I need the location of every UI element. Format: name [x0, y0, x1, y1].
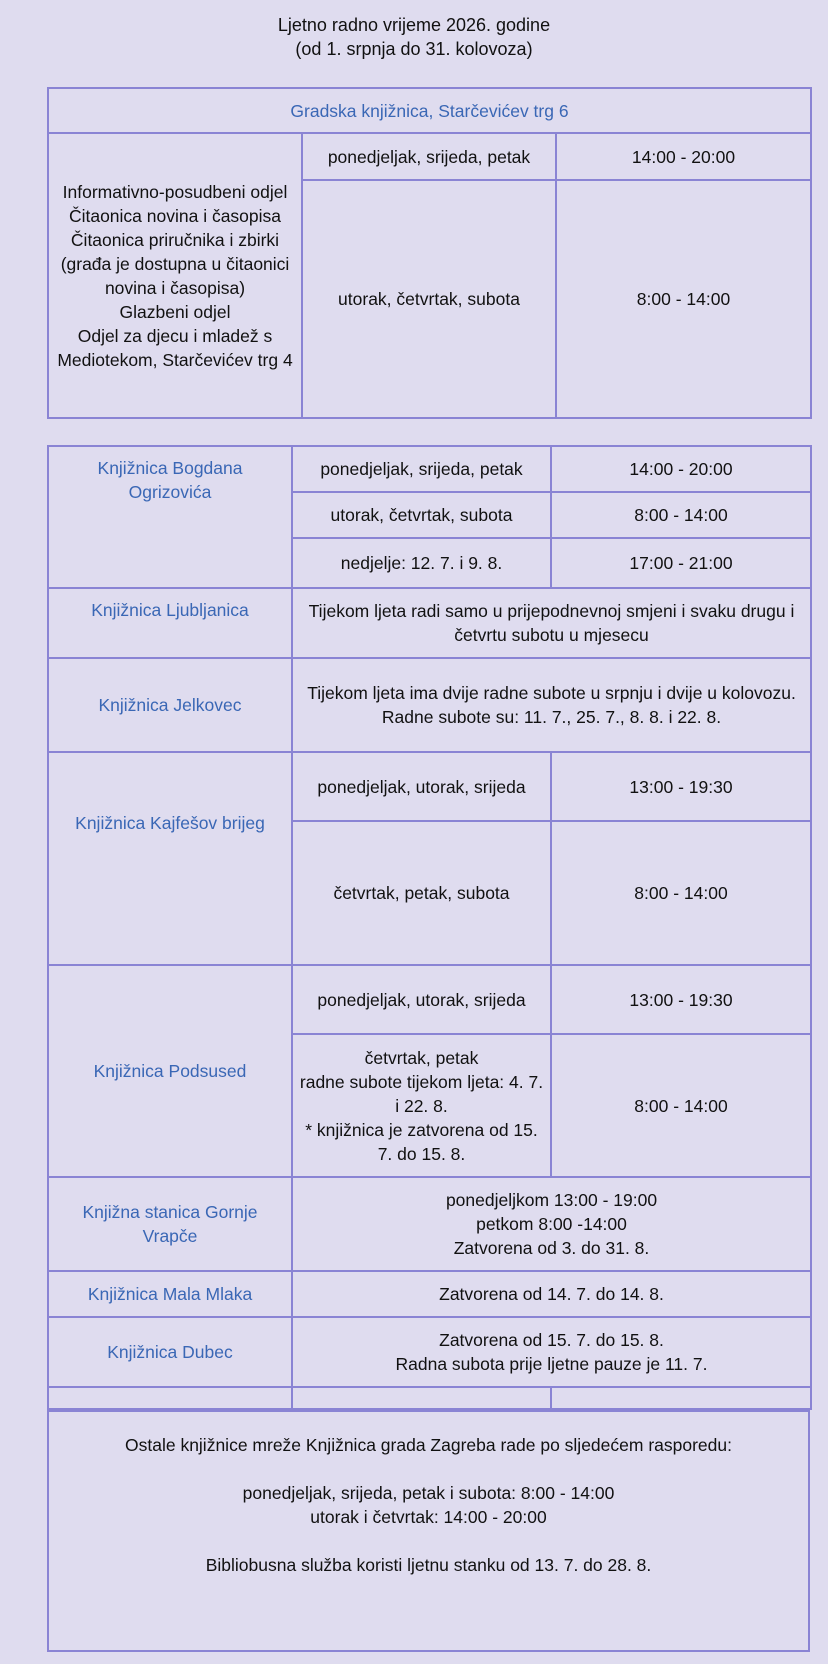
empty-cell	[551, 1387, 811, 1409]
dept-informativno: Informativno-posudbeni odjel	[62, 181, 288, 202]
podsused-days-2	[292, 1034, 551, 1177]
ogrizovic-days-1: ponedjeljak, srijeda, petak	[292, 446, 551, 492]
central-departments	[48, 133, 302, 418]
library-dubec: Knjižnica Dubec	[48, 1317, 292, 1387]
central-days-2: utorak, četvrtak, subota	[302, 180, 556, 418]
vrapce-line-1: ponedjeljkom 13:00 - 19:00	[445, 1190, 658, 1210]
kajfesov-days-2: četvrtak, petak, subota	[292, 821, 551, 965]
dept-djeca: Odjel za djecu i mladež s Mediotekom, Starčevićev trg 4	[57, 325, 293, 370]
branch-libraries-table	[47, 445, 812, 1410]
podsused-days-1: ponedjeljak, utorak, srijeda	[292, 965, 551, 1034]
jelkovec-note-1: Tijekom ljeta ima dvije radne subote u srpnju i dvije u kolovozu.	[307, 683, 796, 703]
ogrizovic-time-1: 14:00 - 20:00	[551, 446, 811, 492]
footer-line-4: Bibliobusna služba koristi ljetnu stanku od 13. 7. do 28. 8.	[205, 1555, 652, 1575]
dept-citaonica-prirucnika: Čitaonica priručnika i zbirki (građa je dostupna u čitaonici novina i časopisa)	[60, 229, 290, 298]
podsused-days-2c: * knjižnica je zatvorena od 15. 7. do 15. 8.	[305, 1119, 538, 1164]
ogrizovic-days-3: nedjelje: 12. 7. i 9. 8.	[292, 538, 551, 588]
dept-glazbeni: Glazbeni odjel	[119, 301, 231, 322]
mlaka-note: Zatvorena od 14. 7. do 14. 8.	[292, 1271, 811, 1317]
empty-cell	[292, 1387, 551, 1409]
footer-table	[47, 1410, 810, 1652]
page-title	[0, 13, 828, 61]
dept-note: (građa je dostupna u čitaonici novina i časopisa)	[60, 253, 290, 298]
dubec-note	[292, 1317, 811, 1387]
library-vrapce: Knjižna stanica Gornje Vrapče	[48, 1177, 292, 1271]
podsused-days-2a: četvrtak, petak	[364, 1047, 479, 1068]
dubec-note-2: Radna subota prije ljetne pauze je 11. 7.	[395, 1354, 708, 1374]
podsused-time-2: 8:00 - 14:00	[551, 1034, 811, 1177]
library-ljubljanica: Knjižnica Ljubljanica	[48, 588, 292, 658]
ljubljanica-note: Tijekom ljeta radi samo u prijepodnevnoj smjeni i svaku drugu i četvrtu subotu u mjesecu	[292, 588, 811, 658]
central-time-1: 14:00 - 20:00	[556, 133, 811, 180]
title-line-2: (od 1. srpnja do 31. kolovoza)	[295, 39, 533, 59]
ogrizovic-time-3: 17:00 - 21:00	[551, 538, 811, 588]
title-line-1: Ljetno radno vrijeme 2026. godine	[277, 15, 551, 35]
footer-cell	[48, 1411, 809, 1651]
footer-line-1: Ostale knjižnice mreže Knjižnica grada Zagreba rade po sljedećem rasporedu:	[125, 1435, 732, 1455]
vrapce-line-2: petkom 8:00 -14:00	[476, 1214, 627, 1234]
library-kajfesov: Knjižnica Kajfešov brijeg	[48, 752, 292, 965]
ogrizovic-time-2: 8:00 - 14:00	[551, 492, 811, 538]
footer-line-2: ponedjeljak, srijeda, petak i subota: 8:00 - 14:00	[242, 1483, 615, 1503]
kajfesov-time-2: 8:00 - 14:00	[551, 821, 811, 965]
central-days-1: ponedjeljak, srijeda, petak	[302, 133, 556, 180]
central-library-name: Gradska knjižnica, Starčevićev trg 6	[48, 88, 811, 133]
ogrizovic-days-2: utorak, četvrtak, subota	[292, 492, 551, 538]
central-time-2: 8:00 - 14:00	[556, 180, 811, 418]
empty-cell	[48, 1387, 292, 1409]
kajfesov-time-1: 13:00 - 19:30	[551, 752, 811, 821]
dubec-note-1: Zatvorena od 15. 7. do 15. 8.	[439, 1330, 664, 1350]
central-library-table	[47, 87, 812, 419]
vrapce-line-3: Zatvorena od 3. do 31. 8.	[453, 1238, 650, 1258]
jelkovec-note-2: Radne subote su: 11. 7., 25. 7., 8. 8. i 22. 8.	[381, 707, 722, 727]
library-jelkovec: Knjižnica Jelkovec	[48, 658, 292, 752]
dept-citaonica-novina: Čitaonica novina i časopisa	[68, 205, 282, 226]
kajfesov-days-1: ponedjeljak, utorak, srijeda	[292, 752, 551, 821]
library-podsused: Knjižnica Podsused	[48, 965, 292, 1177]
podsused-days-2b: radne subote tijekom ljeta: 4. 7. i 22. 8.	[299, 1071, 544, 1116]
footer-line-3: utorak i četvrtak: 14:00 - 20:00	[310, 1507, 547, 1527]
podsused-time-1: 13:00 - 19:30	[551, 965, 811, 1034]
jelkovec-note	[292, 658, 811, 752]
library-mala-mlaka: Knjižnica Mala Mlaka	[48, 1271, 292, 1317]
vrapce-hours	[292, 1177, 811, 1271]
library-ogrizovic: Knjižnica Bogdana Ogrizovića	[48, 446, 292, 588]
